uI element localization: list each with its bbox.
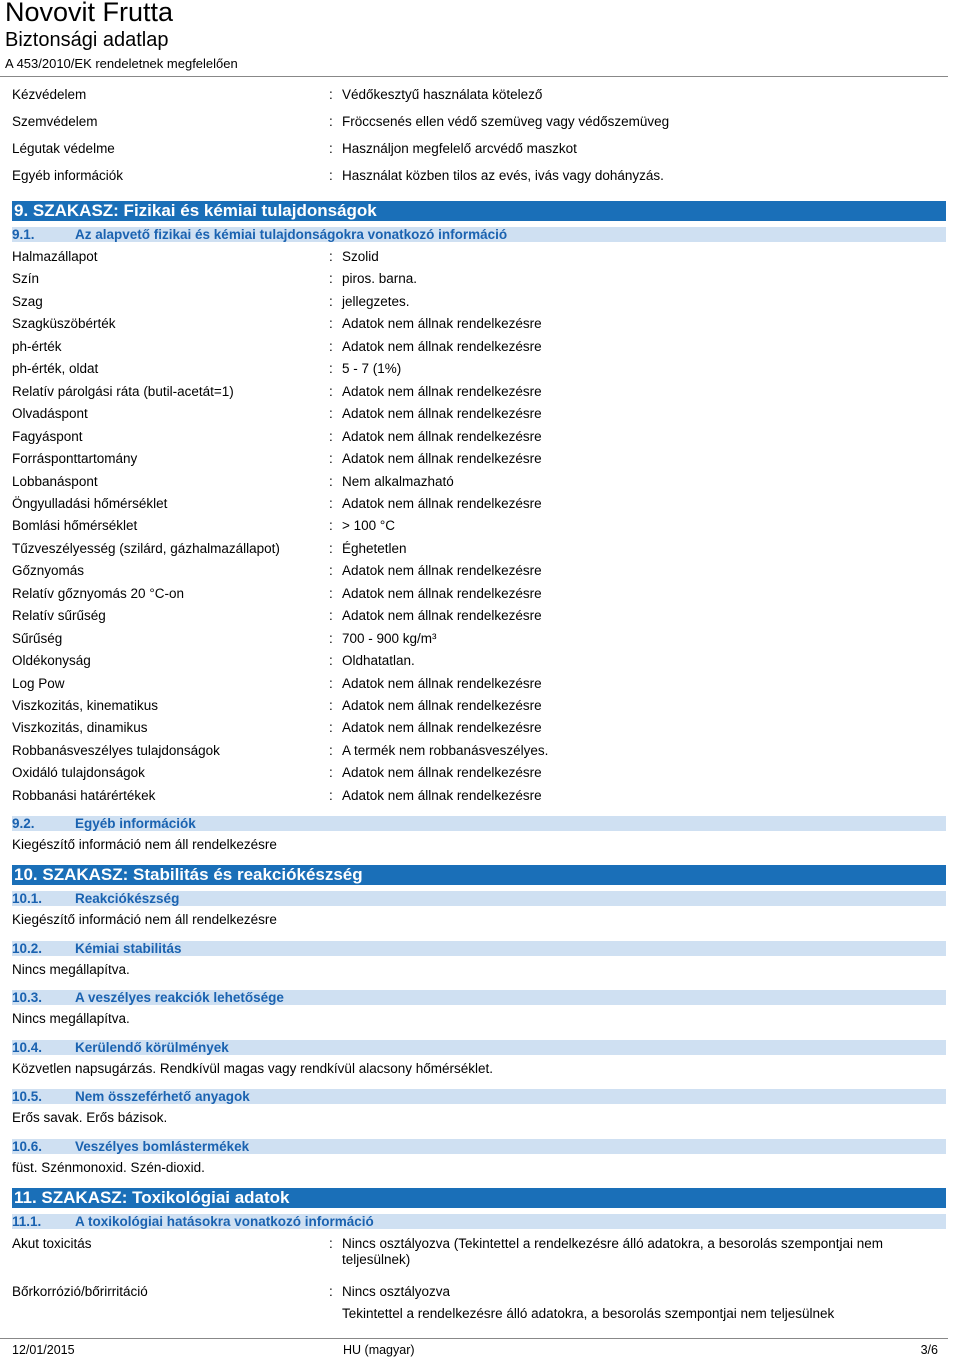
row-colon: : xyxy=(329,338,333,354)
row-colon: : xyxy=(329,249,333,264)
subsection-text: Nincs megállapítva. xyxy=(12,1011,130,1027)
property-value: Oldhatatlan. xyxy=(342,653,415,669)
row-colon: : xyxy=(329,495,333,511)
subsection-9-2-header xyxy=(12,816,946,831)
row-value: Nincs osztályozva (Tekintettel a rendelkezésre álló adatokra, a besorolás szempontjai nem teljesülnek) xyxy=(342,1236,884,1267)
property-label: Relatív párolgási ráta (butil-acetát=1) xyxy=(12,383,234,399)
property-label: Fagyáspont xyxy=(12,428,83,444)
row-colon: : xyxy=(329,406,333,422)
property-label: Olvadáspont xyxy=(12,406,88,422)
subsection-header xyxy=(12,941,946,956)
section-11-header xyxy=(12,1188,946,1208)
subsection-header xyxy=(12,1139,946,1154)
subsection-header xyxy=(12,990,946,1005)
document-type: Biztonsági adatlap xyxy=(5,29,169,51)
subsection-title: Reakciókészség xyxy=(75,891,180,906)
product-title: Novovit Frutta xyxy=(5,0,174,27)
subsection-header xyxy=(12,1089,946,1104)
property-label: Log Pow xyxy=(12,675,65,691)
property-label: Tűzveszélyesség (szilárd, gázhalmazállapot) xyxy=(12,540,280,556)
row-value-note: Tekintettel a rendelkezésre álló adatokra, a besorolás szempontjai nem teljesülnek xyxy=(342,1306,835,1321)
subsection-title: Kémiai stabilitás xyxy=(75,940,182,956)
section-title: 9. SZAKASZ: Fizikai és kémiai tulajdonságok xyxy=(14,201,377,220)
property-value: Adatok nem állnak rendelkezésre xyxy=(342,383,542,399)
subsection-text: Kiegészítő információ nem áll rendelkezésre xyxy=(12,837,277,852)
row-colon: : xyxy=(329,141,333,156)
property-label: Szín xyxy=(12,271,40,287)
row-colon: : xyxy=(329,87,333,102)
subsection-number: 9.2. xyxy=(12,816,35,831)
property-value: > 100 °C xyxy=(342,518,396,534)
footer-page-number: 3/6 xyxy=(920,1343,938,1357)
property-value: Adatok nem állnak rendelkezésre xyxy=(342,720,542,736)
subsection-text: Kiegészítő információ nem áll rendelkezésre xyxy=(12,912,277,927)
subsection-number: 10.6. xyxy=(12,1139,43,1154)
subsection-number: 10.3. xyxy=(12,990,43,1006)
subsection-text: füst. Szénmonoxid. Szén-dioxid. xyxy=(12,1160,205,1175)
section-10-header xyxy=(12,865,946,885)
row-colon: : xyxy=(329,114,333,129)
row-colon: : xyxy=(329,451,333,467)
subsection-title: Veszélyes bomlástermékek xyxy=(75,1139,250,1154)
section-9-header xyxy=(12,201,946,221)
property-value: Szolid xyxy=(342,249,379,264)
property-label: ph-érték xyxy=(12,338,62,354)
subsection-title: Kerülendő körülmények xyxy=(75,1039,229,1055)
property-value: 5 - 7 (1%) xyxy=(342,361,402,377)
row-value: Nincs osztályozva xyxy=(342,1284,451,1299)
property-value: piros. barna. xyxy=(342,271,418,287)
subsection-number: 9.1. xyxy=(12,227,35,242)
subsection-title: Nem összeférhető anyagok xyxy=(75,1089,250,1105)
subsection-title: A toxikológiai hatásokra vonatkozó információ xyxy=(75,1214,374,1229)
regulation-line: A 453/2010/EK rendeletnek megfelelően xyxy=(5,56,238,71)
row-colon: : xyxy=(329,271,333,287)
row-colon: : xyxy=(329,168,333,183)
property-value: Adatok nem állnak rendelkezésre xyxy=(342,316,542,332)
row-value: Használat közben tilos az evés, ivás vagy dohányzás. xyxy=(342,168,664,183)
row-colon: : xyxy=(329,608,333,624)
property-label: Relatív gőznyomás 20 °C-on xyxy=(12,585,184,601)
property-label: Öngyulladási hőmérséklet xyxy=(12,495,168,511)
subsection-header xyxy=(12,891,946,906)
property-label: Robbanásveszélyes tulajdonságok xyxy=(12,742,220,758)
row-colon: : xyxy=(329,720,333,736)
subsection-text: Nincs megállapítva. xyxy=(12,961,130,977)
row-colon: : xyxy=(329,383,333,399)
row-colon: : xyxy=(329,1284,333,1299)
row-value: Fröccsenés ellen védő szemüveg vagy védőszemüveg xyxy=(342,114,670,129)
property-label: Viszkozitás, kinematikus xyxy=(12,698,159,713)
property-value: A termék nem robbanásveszélyes. xyxy=(342,742,549,758)
subsection-number: 10.2. xyxy=(12,940,43,956)
property-label: Bomlási hőmérséklet xyxy=(12,518,138,534)
property-value: Adatok nem állnak rendelkezésre xyxy=(342,698,542,713)
footer-divider xyxy=(0,1338,948,1339)
row-colon: : xyxy=(329,428,333,444)
property-value: Éghetetlen xyxy=(342,540,407,556)
row-colon: : xyxy=(329,361,333,377)
header-divider xyxy=(0,76,948,77)
property-label: Sűrűség xyxy=(12,630,63,646)
property-label: Relatív sűrűség xyxy=(12,608,106,624)
property-label: Oldékonyság xyxy=(12,653,91,669)
property-label: Forrásponttartomány xyxy=(12,451,138,467)
subsection-title: Az alapvető fizikai és kémiai tulajdonságokra vonatkozó információ xyxy=(75,227,508,242)
subsection-11-1-header xyxy=(12,1214,946,1229)
property-value: Nem alkalmazható xyxy=(342,473,454,489)
subsection-title: A veszélyes reakciók lehetősége xyxy=(75,990,284,1006)
row-colon: : xyxy=(329,540,333,556)
row-colon: : xyxy=(329,316,333,332)
subsection-number: 10.5. xyxy=(12,1089,43,1105)
property-value: jellegzetes. xyxy=(342,293,410,309)
subsection-number: 11.1. xyxy=(12,1214,42,1229)
row-colon: : xyxy=(329,630,333,646)
row-colon: : xyxy=(329,742,333,758)
row-colon: : xyxy=(329,787,333,803)
row-colon: : xyxy=(329,765,333,781)
row-label: Akut toxicitás xyxy=(12,1236,92,1251)
footer-language: HU (magyar) xyxy=(343,1343,415,1357)
section-title: 11. SZAKASZ: Toxikológiai adatok xyxy=(14,1188,290,1207)
property-label: Gőznyomás xyxy=(12,563,85,579)
row-label: Bőrkorrózió/bőrirritáció xyxy=(12,1284,148,1299)
property-value: Adatok nem állnak rendelkezésre xyxy=(342,585,542,601)
subsection-header xyxy=(12,1040,946,1055)
subsection-9-1-header xyxy=(12,227,946,242)
property-value: Adatok nem állnak rendelkezésre xyxy=(342,406,542,422)
property-value: Adatok nem állnak rendelkezésre xyxy=(342,428,542,444)
row-value: Védőkesztyű használata kötelező xyxy=(342,87,543,102)
property-value: Adatok nem állnak rendelkezésre xyxy=(342,787,542,803)
property-value: 700 - 900 kg/m³ xyxy=(342,630,437,646)
property-label: Viszkozitás, dinamikus xyxy=(12,720,148,736)
property-label: Oxidáló tulajdonságok xyxy=(12,765,145,781)
property-label: Robbanási határértékek xyxy=(12,787,156,803)
row-value: Használjon megfelelő arcvédő maszkot xyxy=(342,141,577,156)
property-value: Adatok nem állnak rendelkezésre xyxy=(342,451,542,467)
property-value: Adatok nem állnak rendelkezésre xyxy=(342,765,542,781)
row-label: Egyéb információk xyxy=(12,168,124,183)
property-label: ph-érték, oldat xyxy=(12,361,99,377)
row-colon: : xyxy=(329,698,333,713)
footer-date: 12/01/2015 xyxy=(12,1343,75,1357)
row-colon: : xyxy=(329,653,333,669)
row-colon: : xyxy=(329,473,333,489)
property-label: Lobbanáspont xyxy=(12,473,98,489)
property-value: Adatok nem állnak rendelkezésre xyxy=(342,495,542,511)
subsection-title: Egyéb információk xyxy=(75,816,196,831)
section-title: 10. SZAKASZ: Stabilitás és reakciókészség xyxy=(14,865,363,884)
subsection-text: Közvetlen napsugárzás. Rendkívül magas vagy rendkívül alacsony hőmérséklet. xyxy=(12,1060,494,1076)
property-value: Adatok nem állnak rendelkezésre xyxy=(342,563,542,579)
property-value: Adatok nem állnak rendelkezésre xyxy=(342,675,542,691)
row-colon: : xyxy=(329,563,333,579)
row-label: Szemvédelem xyxy=(12,114,98,129)
subsection-text: Erős savak. Erős bázisok. xyxy=(12,1110,168,1126)
subsection-number: 10.4. xyxy=(12,1039,43,1055)
property-label: Szagküszöbérték xyxy=(12,316,116,332)
property-value: Adatok nem állnak rendelkezésre xyxy=(342,608,542,624)
subsection-number: 10.1. xyxy=(12,891,43,906)
property-value: Adatok nem állnak rendelkezésre xyxy=(342,338,542,354)
row-colon: : xyxy=(329,1236,333,1251)
row-colon: : xyxy=(329,585,333,601)
row-colon: : xyxy=(329,293,333,309)
property-label: Halmazállapot xyxy=(12,249,98,264)
row-colon: : xyxy=(329,675,333,691)
row-colon: : xyxy=(329,518,333,534)
row-label: Légutak védelme xyxy=(12,141,115,156)
property-label: Szag xyxy=(12,293,43,309)
row-label: Kézvédelem xyxy=(12,87,87,102)
